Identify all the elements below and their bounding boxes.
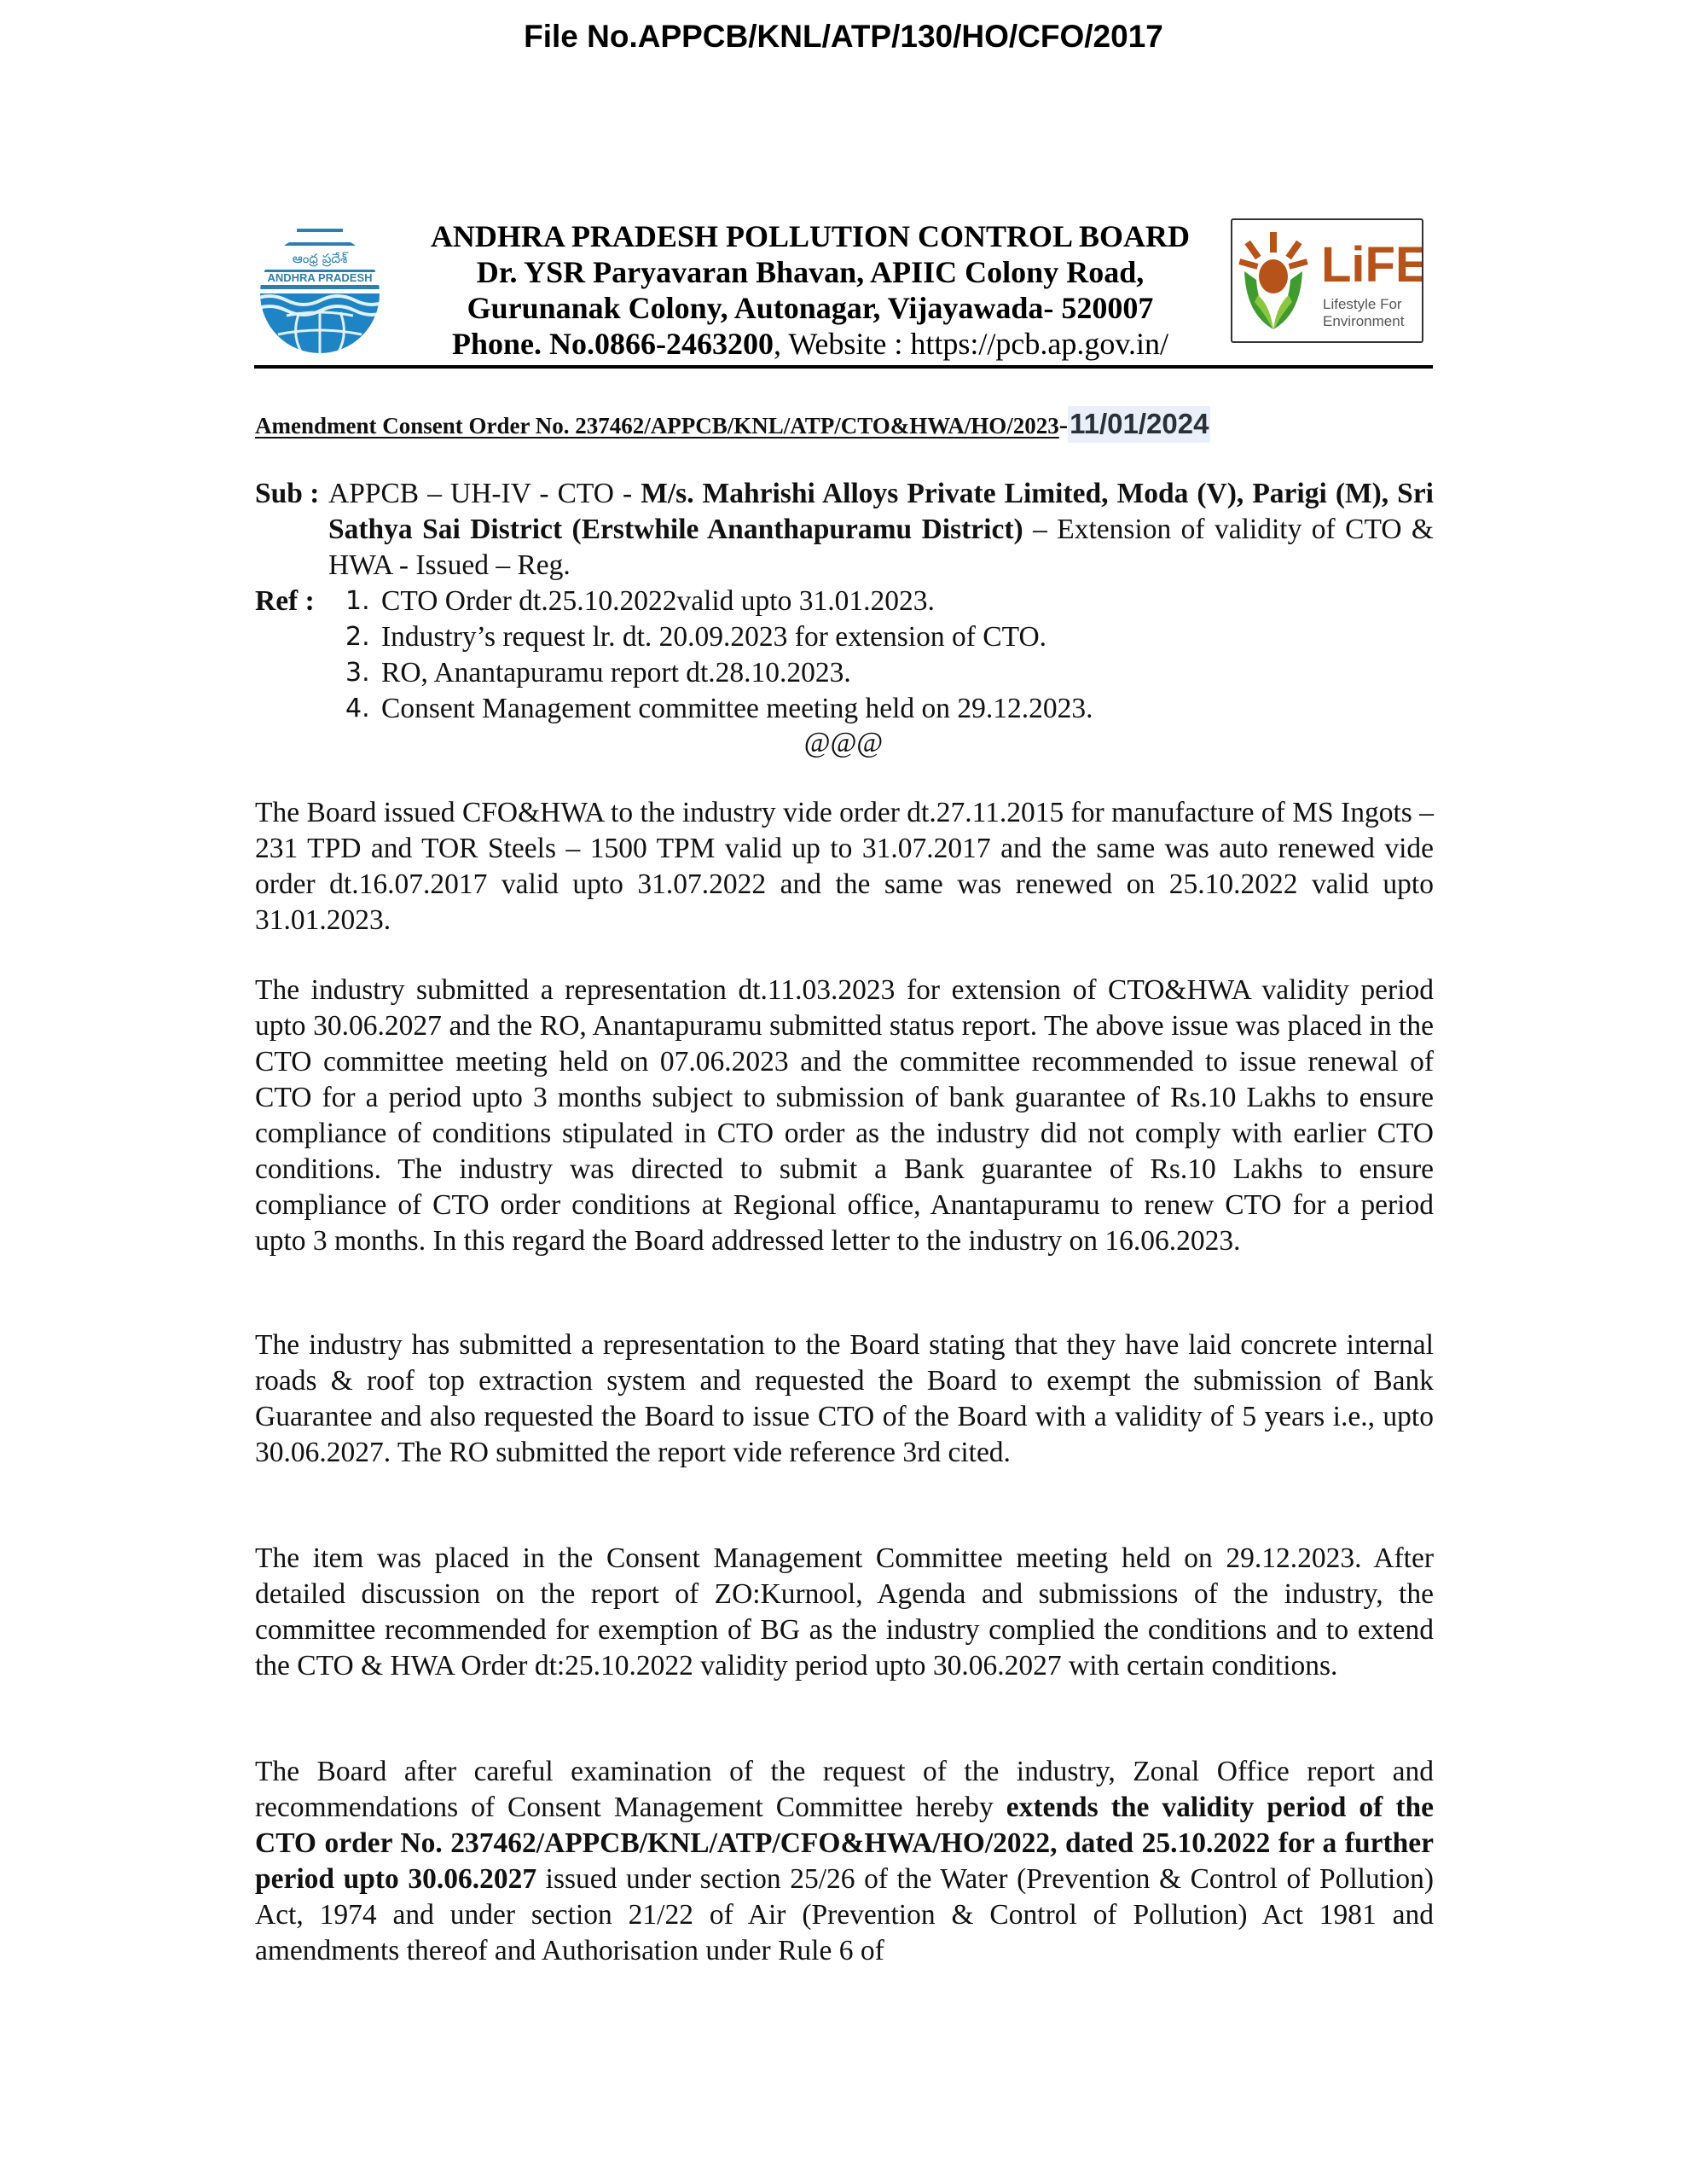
paragraph-committee-decision: The item was placed in the Consent Management Committee meeting held on 29.12.2023. After detailed discussion on the report of ZO:Kurnool, Agenda and submissions of the industry, the committee recommended for exemption of BG as the industry complied the conditions and to extend the CTO & HWA Order dt:25.10.2022 validity period upto 30.06.2027 with certain conditions. — [255, 1542, 1434, 1682]
extension-text-after: issued under section 25/26 of the Water (Prevention & Control of Pollution) Act, 1974 and under section 21/22 of Air (Prevention & Control of Pollution) Act 1981 and amendments thereof and Authorisation under Rule 6 of — [255, 1863, 1434, 1966]
section-separator: @@@ — [803, 727, 884, 758]
andhra-pradesh-emblem-icon — [252, 224, 387, 353]
address-line-2: Gurunanak Colony, Autonagar, Vijayawada- 520007 — [467, 291, 1154, 325]
subject-block — [255, 476, 1434, 584]
order-date: 11/01/2024 — [1068, 406, 1210, 443]
subject-text — [328, 476, 1434, 584]
header-divider — [254, 365, 1433, 369]
references-label: Ref : — [255, 585, 315, 617]
address-line-1: Dr. YSR Paryavaran Bhavan, APIIC Colony Road, — [476, 255, 1145, 289]
letterhead — [401, 218, 1220, 362]
subject-suffix: – Extension of validity of CTO & HWA - Issued – Reg. — [328, 514, 1434, 581]
website-link[interactable]: , Website : https://pcb.ap.gov.in/ — [773, 327, 1169, 361]
reference-text: Industry’s request lr. dt. 20.09.2023 for extension of CTO. — [381, 621, 1047, 653]
reference-text: CTO Order dt.25.10.2022valid upto 31.01.2023. — [381, 585, 935, 617]
extension-text-before: The Board after careful examination of the request of the industry, Zonal Office report and recommendations of Consent Management Committee hereby — [255, 1756, 1434, 1823]
paragraph-bg-exemption-request: The industry has submitted a representation to the Board stating that they have laid concrete internal roads & roof top extraction system and requested the Board to exempt the submission of Bank Guarantee and also requested the Board to issue CTO of the Board with a validity of 5 years i.e., upto 30.06.2027. The RO submitted the report vide reference 3rd cited. — [255, 1329, 1434, 1468]
phone-number: Phone. No.0866-2463200 — [451, 327, 774, 361]
reference-number: 3. — [345, 658, 370, 688]
emblem-text: ANDHRA PRADESH — [267, 271, 373, 284]
reference-item — [345, 691, 1434, 727]
reference-item — [345, 655, 1434, 691]
file-number: File No.APPCB/KNL/ATP/130/HO/CFO/2017 — [524, 19, 1163, 54]
order-number-line — [255, 408, 1210, 440]
reference-text: RO, Anantapuramu report dt.28.10.2023. — [381, 657, 851, 688]
references-list — [255, 584, 1434, 727]
reference-item — [345, 584, 1434, 619]
order-number: Amendment Consent Order No. 237462/APPCB/KNL/ATP/CTO&HWA/HO/2023 — [255, 413, 1059, 439]
paragraph-representation: The industry submitted a representation dt.11.03.2023 for extension of CTO&HWA validity period upto 30.06.2027 and the RO, Anantapuramu submitted status report. The above issue was placed in the CTO committee meeting held on 07.06.2023 and the committee recommended to issue renewal of CTO for a period upto 3 months subject to submission of bank guarantee of Rs.10 Lakhs to ensure compliance of conditions stipulated in CTO order as the industry did not comply with earlier CTO conditions. The industry was directed to submit a Bank guarantee of Rs.10 Lakhs to ensure compliance of CTO order conditions at Regional office, Anantapuramu to renew CTO for a period upto 3 months. In this regard the Board addressed letter to the industry on 16.06.2023. — [255, 974, 1434, 1257]
extension-text-bold: extends the validity period of the CTO order No. 237462/APPCB/KNL/ATP/CFO&HWA/HO/2022, dated 25.10.2022 for a further period upto 30.06.2027 — [255, 1792, 1434, 1895]
order-dash: - — [1058, 410, 1069, 439]
references-block — [255, 584, 1434, 727]
life-subtitle-2: Environment — [1323, 313, 1405, 329]
reference-number: 4. — [345, 694, 370, 723]
subject-party: M/s. Mahrishi Alloys Private Limited, Moda (V), Parigi (M), Sri Sathya Sai District (Erstwhile Ananthapuramu District) — [328, 478, 1434, 545]
reference-number: 2. — [345, 622, 370, 652]
org-name: ANDHRA PRADESH POLLUTION CONTROL BOARD — [430, 219, 1191, 253]
emblem-telugu-text: ఆంధ్ర ప్రదేశ్ — [292, 251, 348, 266]
life-title: LiFE — [1321, 237, 1422, 293]
life-logo-icon — [1231, 218, 1423, 343]
reference-text: Consent Management committee meeting held on 29.12.2023. — [381, 693, 1093, 724]
subject-label: Sub : — [255, 478, 320, 509]
paragraph-order-extension — [255, 1754, 1434, 1969]
paragraph-cfo-history: The Board issued CFO&HWA to the industry vide order dt.27.11.2015 for manufacture of MS Ingots – 231 TPD and TOR Steels – 1500 TPM valid up to 31.07.2017 and the same was auto renewed vide order dt.16.07.2017 valid upto 31.07.2022 and the same was renewed on 25.10.2022 valid upto 31.01.2023. — [255, 797, 1434, 936]
life-subtitle-1: Lifestyle For — [1323, 296, 1402, 312]
reference-number: 1. — [345, 586, 370, 616]
contact-line — [401, 326, 1220, 362]
reference-item — [345, 619, 1434, 655]
subject-prefix: APPCB – UH-IV - CTO - — [328, 478, 641, 509]
